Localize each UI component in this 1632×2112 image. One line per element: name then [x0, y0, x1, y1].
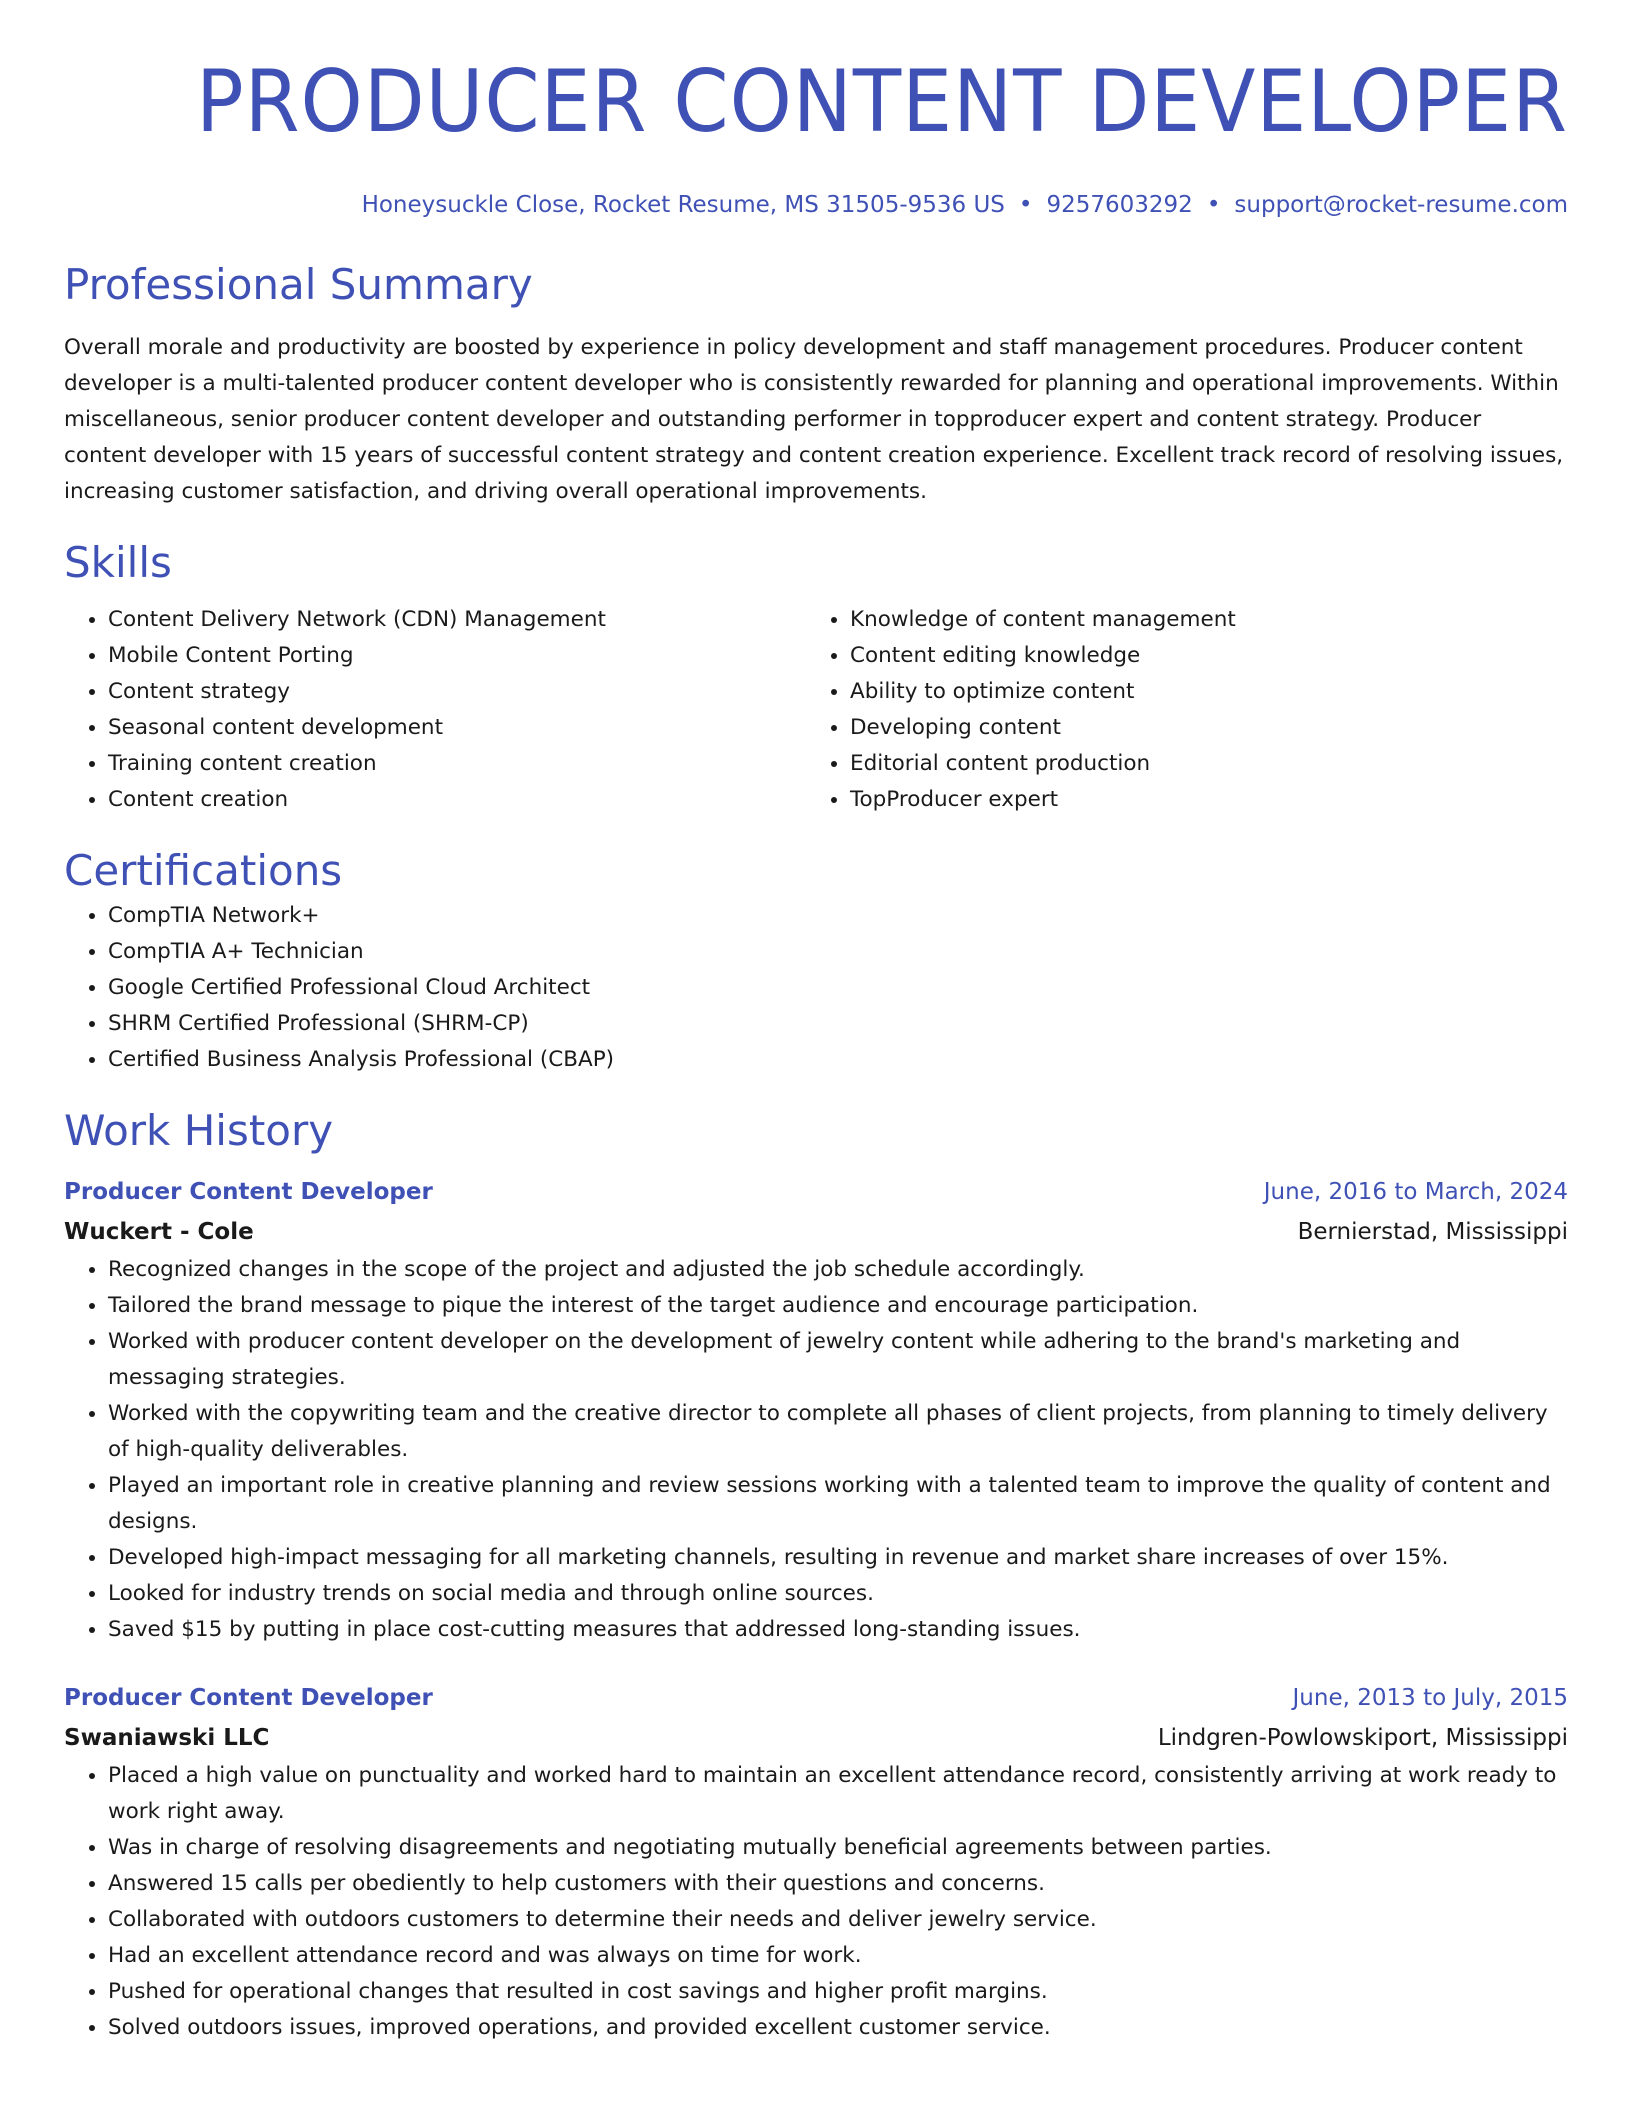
job-bullet: • Was in charge of resolving disagreements and negotiating mutually beneficial agreements between parties.	[108, 1830, 1568, 1866]
job-bullet: • Pushed for operational changes that resulted in cost savings and higher profit margins.	[108, 1974, 1568, 2010]
job-bullet: • Had an excellent attendance record and was always on time for work.	[108, 1938, 1568, 1974]
skill-item: • TopProducer expert	[850, 782, 1568, 818]
job-bullet: • Answered 15 calls per obediently to help customers with their questions and concerns.	[108, 1866, 1568, 1902]
skill-item: • Ability to optimize content	[850, 674, 1568, 710]
skill-item: • Developing content	[850, 710, 1568, 746]
contact-email: support@rocket-resume.com	[1234, 192, 1568, 218]
certifications-list	[64, 898, 1568, 1078]
work-history-heading: Work History	[64, 1106, 334, 1155]
job-bullet: • Played an important role in creative planning and review sessions working with a talented team to improve the quality of content and designs.	[108, 1468, 1568, 1540]
skill-item: • Knowledge of content management	[850, 602, 1568, 638]
job-bullet: • Developed high-impact messaging for all marketing channels, resulting in revenue and market share increases of over 15%.	[108, 1540, 1568, 1576]
job-bullet-list	[64, 1252, 1568, 1648]
job-entry	[64, 1678, 1568, 2046]
job-title: Producer Content Developer	[64, 1685, 433, 1711]
skill-item: • Content creation	[108, 782, 806, 818]
job-location: Bernierstad, Mississippi	[1297, 1219, 1568, 1245]
certification-item: • Google Certified Professional Cloud Architect	[108, 970, 1568, 1006]
contact-line	[64, 190, 1568, 220]
contact-phone: 9257603292	[1046, 192, 1193, 218]
job-bullet-list	[64, 1758, 1568, 2046]
job-bullet: • Tailored the brand message to pique the interest of the target audience and encourage participation.	[108, 1288, 1568, 1324]
job-company-row	[64, 1212, 1568, 1252]
contact-separator: •	[1206, 192, 1221, 218]
skill-item: • Content Delivery Network (CDN) Management	[108, 602, 806, 638]
certifications-heading: Certifications	[64, 846, 343, 895]
resume-name: PRODUCER CONTENT DEVELOPER	[195, 52, 1569, 152]
job-bullet: • Solved outdoors issues, improved operations, and provided excellent customer service.	[108, 2010, 1568, 2046]
job-title: Producer Content Developer	[64, 1179, 433, 1205]
job-company-row	[64, 1718, 1568, 1758]
skill-item: • Editorial content production	[850, 746, 1568, 782]
skills-list-left	[64, 602, 806, 818]
job-bullet: • Worked with the copywriting team and the creative director to complete all phases of client projects, from planning to timely delivery of high-quality deliverables.	[108, 1396, 1568, 1468]
skill-item: • Content editing knowledge	[850, 638, 1568, 674]
job-dates: June, 2013 to July, 2015	[1292, 1685, 1568, 1711]
job-bullet: • Collaborated with outdoors customers to determine their needs and deliver jewelry service.	[108, 1902, 1568, 1938]
skill-item: • Seasonal content development	[108, 710, 806, 746]
skill-item: • Mobile Content Porting	[108, 638, 806, 674]
skill-item: • Training content creation	[108, 746, 806, 782]
job-bullet: • Looked for industry trends on social media and through online sources.	[108, 1576, 1568, 1612]
contact-separator: •	[1018, 192, 1033, 218]
job-location: Lindgren-Powlowskiport, Mississippi	[1157, 1725, 1568, 1751]
job-bullet: • Recognized changes in the scope of the project and adjusted the job schedule accordingly.	[108, 1252, 1568, 1288]
summary-text: Overall morale and productivity are boosted by experience in policy development and staff management procedures. Producer content developer is a multi-talented producer content developer who is consistently rewarded for planning and operational improvements. Within miscellaneous, senior producer content developer and outstanding performer in topproducer expert and content strategy. Producer content developer with 15 years of successful content strategy and content creation experience. Excellent track record of resolving issues, increasing customer satisfaction, and driving overall operational improvements.	[64, 335, 1564, 504]
skills-heading: Skills	[64, 538, 172, 587]
skills-grid	[64, 602, 1568, 818]
summary-heading: Professional Summary	[64, 260, 533, 309]
job-bullet: • Saved $15 by putting in place cost-cutting measures that addressed long-standing issues.	[108, 1612, 1568, 1648]
job-company: Wuckert - Cole	[64, 1219, 254, 1245]
job-dates: June, 2016 to March, 2024	[1263, 1179, 1568, 1205]
certification-item: • CompTIA A+ Technician	[108, 934, 1568, 970]
skill-item: • Content strategy	[108, 674, 806, 710]
certification-item: • Certified Business Analysis Professional (CBAP)	[108, 1042, 1568, 1078]
contact-address: Honeysuckle Close, Rocket Resume, MS 31505-9536 US	[361, 192, 1005, 218]
job-title-row	[64, 1678, 1568, 1718]
job-entry	[64, 1172, 1568, 1648]
job-bullet: • Placed a high value on punctuality and worked hard to maintain an excellent attendance record, consistently arriving at work ready to work right away.	[108, 1758, 1568, 1830]
certification-item: • SHRM Certified Professional (SHRM-CP)	[108, 1006, 1568, 1042]
job-title-row	[64, 1172, 1568, 1212]
skills-list-right	[806, 602, 1568, 818]
job-company: Swaniawski LLC	[64, 1725, 270, 1751]
job-bullet: • Worked with producer content developer on the development of jewelry content while adhering to the brand's marketing and messaging strategies.	[108, 1324, 1568, 1396]
certification-item: • CompTIA Network+	[108, 898, 1568, 934]
